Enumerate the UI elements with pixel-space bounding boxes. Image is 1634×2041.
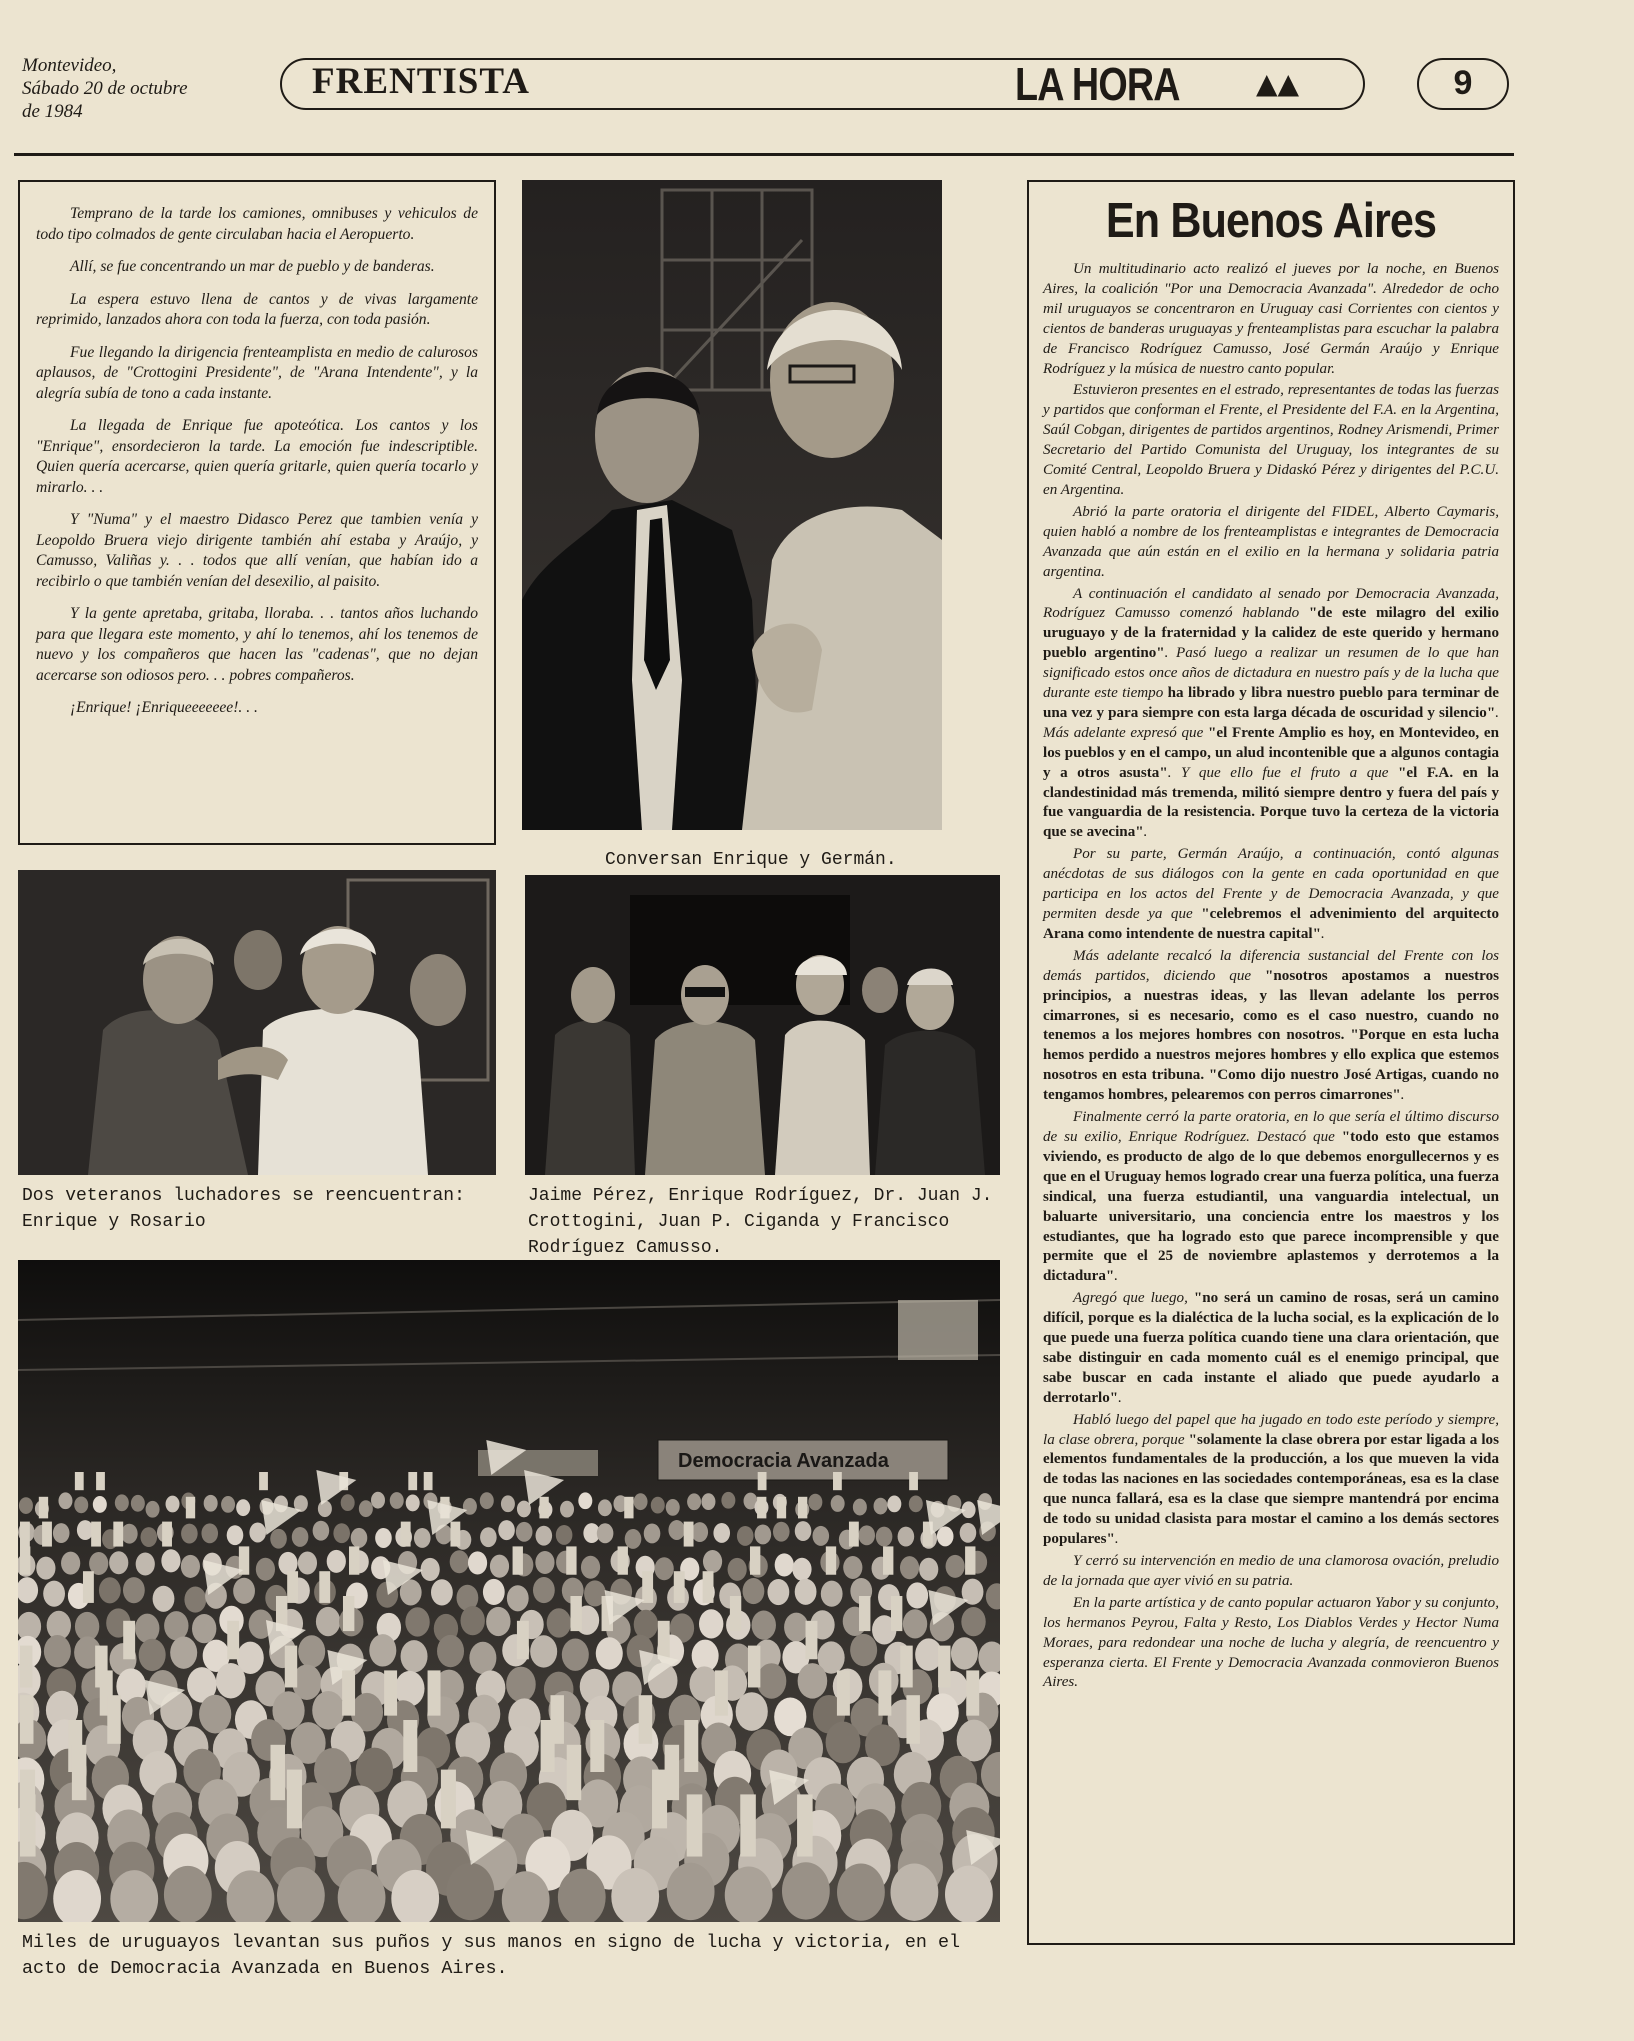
intro-paragraph: La espera estuvo llena de cantos y de vivas largamente reprimido, lanzados ahora con toda la fuerza, con toda pasión. <box>36 290 478 328</box>
article-paragraph: Estuvieron presentes en el estrado, representantes de todas las fuerzas y partidos que conforman el Frente, el Presidente del F.A. en la Argentina, Saúl Cobgan, dirigentes de partidos argentinos, Rodney Arismendi, Primer Secretario del Partido Comunista del Uruguay, los integrantes de su Comité Central, Leopoldo Bruera y Didaskó Pérez y dirigentes del P.C.U. en Argentina. <box>1043 382 1499 498</box>
dateline-year: de 1984 <box>22 101 83 122</box>
intro-paragraph: Temprano de la tarde los camiones, omnibuses y vehiculos de todo tipo colmados de gente circulaban hacia el Aeropuerto. <box>36 205 478 243</box>
photo-enrique-german <box>522 180 942 830</box>
logo-arrows-icon: ▲▲ <box>1256 67 1300 100</box>
article-text: . Pasó luego a realizar un resumen de lo que han significado estos once años de dictadura en nuestro país y de la lucha que durante este tiempo <box>1043 645 1499 702</box>
article-text: . <box>1400 1087 1405 1104</box>
masthead-rule <box>14 153 1514 156</box>
article-paragraph <box>1043 947 1499 1106</box>
article-headline: En Buenos Aires <box>1105 194 1437 248</box>
article-paragraph <box>1043 1411 1499 1550</box>
photo-dirigentes <box>525 875 1000 1175</box>
intro-paragraph: Y la gente apretaba, gritaba, lloraba. . . tantos años luchando para que llegara este momento, y ahí lo tenemos, ahí los tenemos de nuevo y los compañeros que hacen las "cadenas", que no dejan acercarse son odiosos pero. . . pobres compañeros. <box>36 605 478 684</box>
photo-caption-crowd: Miles de uruguayos levantan sus puños y sus manos en signo de lucha y victoria, en el acto de Democracia Avanzada en Buenos Aires. <box>22 1932 961 1979</box>
page-number: 9 <box>1417 58 1509 110</box>
article-text: Habló luego del papel que ha jugado en todo este período y siempre, la clase obrera, porque <box>1043 1411 1499 1448</box>
article-quote: "de este milagro del exilio uruguayo y de la fraternidad y la calidez de este querido y hermano pueblo argentino" <box>1043 605 1499 662</box>
article-quote: "no será un camino de rosas, será un camino difícil, porque es la dialéctica de la lucha social, es la explicación de lo que puede una fuerza política cuando tiene una clara orientación, que sabe distinguir en cada momento cuál es el enemigo principal, que sabe buscar en cada instante el aliado que puede ayudarlo a derrotarlo" <box>1043 1290 1499 1406</box>
article-text: . <box>1118 1389 1122 1406</box>
article-text: . <box>1114 1531 1119 1548</box>
article-text: . <box>1320 925 1325 942</box>
intro-paragraph: Fue llegando la dirigencia frenteamplista en medio de calurosos aplausos, de "Crottogini Presidente", de "Arana Intendente", y la alegría subía de tono a cada instante. <box>36 343 478 402</box>
article-box <box>1027 180 1515 1945</box>
dateline <box>22 54 262 123</box>
photo-crowd <box>18 1260 1000 1922</box>
intro-paragraph: Y "Numa" y el maestro Didasco Perez que tambien venía y Leopoldo Bruera viejo dirigente también ahí estaba y Araújo, y Camusso, Valiñas y. . . todos que allí venían, que habían ido a recibirlo o que también venían del desexilio, al paisito. <box>36 511 478 590</box>
dateline-day: Sábado 20 de octubre <box>22 78 188 99</box>
article-text: Por su parte, Germán Araújo, a continuación, contó algunas anécdotas de sus diálogos con la gente en cada oportunidad en que participa en los actos del Frente y de Democracia Avanzada, y que permiten desde ya que <box>1043 846 1499 922</box>
article-text: Finalmente cerró la parte oratoria, en lo que sería el último discurso de su exilio, Enrique Rodríguez. Destacó que <box>1043 1109 1499 1145</box>
article-paragraph: En la parte artística y de canto popular actuaron Yabor y su conjunto, los hermanos Peyrou, Falta y Resto, Los Diablos Verdes y Hector Numa Moraes, para redondear una noche de lucha y alegría, de reencuentro y esperanza cierta. El Frente y Democracia Avanzada conmovieron Buenos Aires. <box>1043 1594 1499 1691</box>
article-paragraph <box>1043 845 1499 945</box>
article-paragraph <box>1043 585 1499 844</box>
article-text: . Más adelante expresó que <box>1043 704 1499 741</box>
photo-caption-top: Conversan Enrique y Germán. <box>605 850 897 870</box>
intro-box <box>18 180 496 845</box>
section-name: FRENTISTA <box>312 61 531 102</box>
article-paragraph: Y cerró su intervención en medio de una clamorosa ovación, preludio de la jornada que ayer vivió en su patria. <box>1043 1553 1499 1589</box>
article-text: . <box>1143 824 1148 841</box>
article-text: A continuación el candidato al senado por Democracia Avanzada, Rodríguez Camusso comenzó hablando <box>1043 585 1499 622</box>
article-text: Agregó que luego, <box>1073 1290 1194 1307</box>
article-text: Más adelante recalcó la diferencia sustancial del Frente con los demás partidos, diciendo que <box>1043 947 1499 984</box>
article-text: . <box>1114 1268 1119 1285</box>
photo-veteranos <box>18 870 496 1175</box>
article-quote: "nosotros apostamos a nuestros principios, a nuestras ideas, y las llevan adelante los perros cimarrones, si es necesario, como es el caso nuestro, cuando no tenemos a los mejores hombres con nosotros. "Porque en esta lucha hemos perdido a nuestros mejores hombres y ello explica que estemos nosotros en esta tribuna. "Como dijo nuestro José Artigas, cuando no tengamos hombres, pelearemos con perros cimarrones" <box>1043 967 1499 1104</box>
article-quote: "el F.A. en la clandestinidad más tremenda, militó siempre dentro y fuera del país y fue vanguardia de la resistencia. Porque tuvo la certeza de la victoria que se avecina" <box>1043 764 1499 841</box>
article-paragraph <box>1043 1108 1499 1287</box>
intro-paragraph: ¡Enrique! ¡Enriqueeeeeee!. . . <box>70 699 258 716</box>
intro-paragraph: Allí, se fue concentrando un mar de pueblo y de banderas. <box>70 258 435 275</box>
article-quote: "celebremos el advenimiento del arquitecto Arana como intendente de nuestra capital" <box>1043 906 1499 942</box>
article-paragraph: Abrió la parte oratoria el dirigente del FIDEL, Alberto Caymaris, quien habló a nombre de los frenteamplistas e integrantes de Democracia Avanzada que aún están en el exilio en la hermana y solidaria patria argentina. <box>1043 503 1499 580</box>
article-quote: ha librado y libra nuestro pueblo para terminar de una vez y para siempre con esta larga década de oscuridad y silencio" <box>1043 685 1499 721</box>
article-quote: "el Frente Amplio es hoy, en Montevideo, en los pueblos y en el campo, un alud incontenible que a algunos contagia y a otros asusta" <box>1043 724 1499 781</box>
dateline-city: Montevideo, <box>22 55 117 76</box>
newspaper-logo: LA HORA <box>1015 58 1180 110</box>
intro-paragraph: La llegada de Enrique fue apoteótica. Los cantos y los "Enrique", ensordecieron la tarde. La emoción fue indescriptible. Quien quería acercarse, quien quería gritarle, quien quería tocarlo y mirarlo. . . <box>36 417 478 496</box>
photo-caption-middle: Jaime Pérez, Enrique Rodríguez, Dr. Juan J. Crottogini, Juan P. Ciganda y Francisco Rodríguez Camusso. <box>528 1186 993 1258</box>
article-paragraph: Un multitudinario acto realizó el jueves por la noche, en Buenos Aires, la coalición "Por una Democracia Avanzada". Alrededor de ocho mil uruguayos se concentraron en Uruguay casi Corrientes con cientos y cientos de banderas uruguayas y frenteamplistas para escuchar la palabra de Francisco Rodríguez Camusso, José Germán Araújo y Enrique Rodríguez y la música de nuestro canto popular. <box>1043 261 1499 377</box>
article-text: . Y que ello fue el fruto a que <box>1167 764 1399 781</box>
photo-caption-left: Dos veteranos luchadores se reencuentran: Enrique y Rosario <box>22 1186 465 1232</box>
crowd-banner: Democracia Avanzada <box>678 1450 889 1472</box>
article-paragraph <box>1043 1289 1499 1408</box>
article-quote: "solamente la clase obrera por estar ligada a los elementos fundamentales de la producción, a los que mueven la vida de todas las naciones en las sociedades contemporáneas, esa es la clase que nunca fallará, esa es la clase que siempre mantendrá por encima de todo su unidad clasista para mostar el camino a los demás sectores populares" <box>1043 1431 1499 1548</box>
article-quote: "todo esto que estamos viviendo, es producto de algo de lo que debemos enorgullecernos y es que en el Uruguay hemos logrado crear una fuerza política, una fuerza sindical, una fuerza estudiantil, una vanguardia intelectual, un baluarte universitario, una conciencia entre los maestros y los estudiantes, que ha logrado esto que parece incomprensible y que permite que el 25 de noviembre aplastemos y derrotemos a la dictadura" <box>1043 1128 1499 1285</box>
